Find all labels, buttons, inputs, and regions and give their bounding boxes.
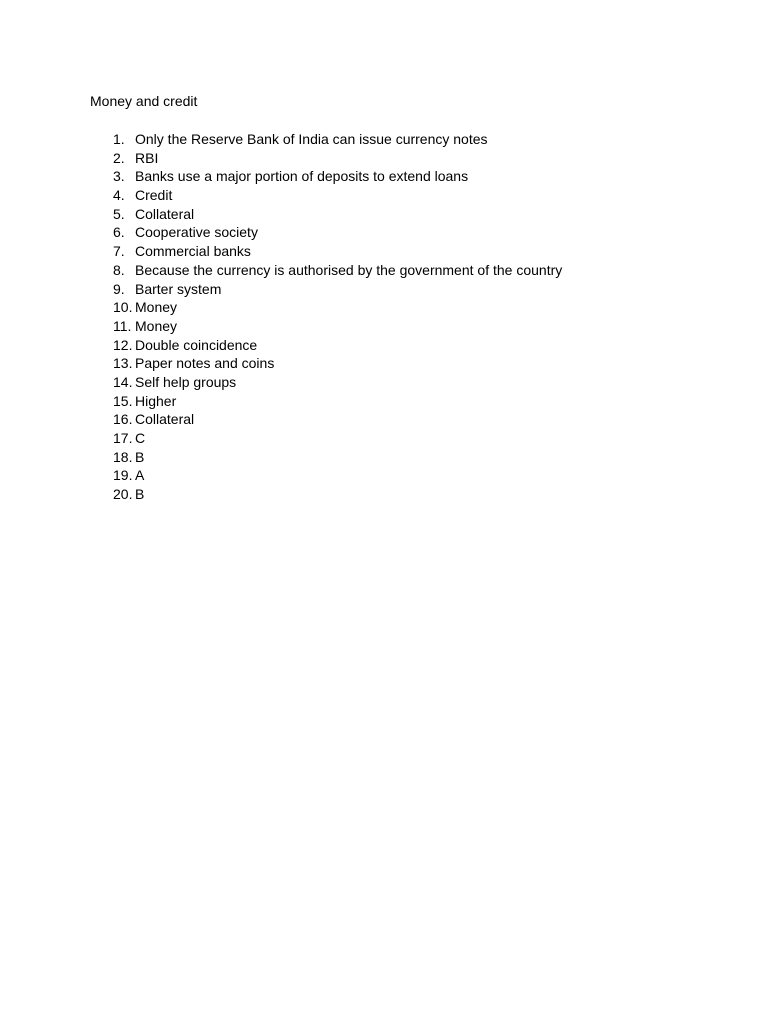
item-number: 10. bbox=[113, 299, 133, 316]
item-number: 9. bbox=[113, 280, 125, 297]
item-text: Money bbox=[135, 299, 178, 316]
item-text: Commercial banks bbox=[135, 243, 251, 260]
item-number: 19. bbox=[113, 467, 133, 484]
document-title: Money and credit bbox=[90, 93, 198, 109]
item-number: 18. bbox=[113, 448, 133, 465]
item-text: A bbox=[135, 467, 145, 484]
item-text: Double coincidence bbox=[135, 336, 258, 353]
item-number: 12. bbox=[113, 336, 133, 353]
item-text: Paper notes and coins bbox=[135, 355, 275, 372]
item-number: 1. bbox=[113, 131, 125, 147]
item-text: B bbox=[135, 486, 145, 503]
item-text: Self help groups bbox=[135, 373, 237, 390]
item-number: 7. bbox=[113, 243, 125, 260]
item-text: Money bbox=[135, 317, 178, 334]
item-number: 15. bbox=[113, 392, 133, 409]
item-number: 20. bbox=[113, 486, 133, 503]
item-number: 11. bbox=[113, 317, 132, 334]
item-number: 16. bbox=[113, 411, 133, 428]
item-text: C bbox=[135, 430, 146, 446]
item-text: RBI bbox=[135, 149, 159, 166]
item-text: Collateral bbox=[135, 411, 195, 428]
item-text: Collateral bbox=[135, 205, 195, 222]
item-number: 14. bbox=[113, 373, 133, 390]
item-text: Credit bbox=[135, 187, 173, 204]
item-number: 13. bbox=[113, 355, 133, 372]
item-number: 2. bbox=[113, 149, 125, 166]
item-text: Because the currency is authorised by the government of the country bbox=[135, 261, 563, 278]
item-text: Cooperative society bbox=[135, 224, 258, 241]
item-text: Higher bbox=[135, 392, 177, 409]
item-number: 6. bbox=[113, 224, 125, 241]
item-number: 5. bbox=[113, 205, 125, 222]
item-number: 17. bbox=[113, 430, 133, 446]
item-text: Only the Reserve Bank of India can issue currency notes bbox=[135, 131, 488, 147]
item-number: 3. bbox=[113, 168, 125, 185]
item-number: 4. bbox=[113, 187, 125, 204]
item-text: Banks use a major portion of deposits to extend loans bbox=[135, 168, 469, 185]
item-number: 8. bbox=[113, 261, 125, 278]
item-text: Barter system bbox=[135, 280, 222, 297]
item-text: B bbox=[135, 448, 145, 465]
